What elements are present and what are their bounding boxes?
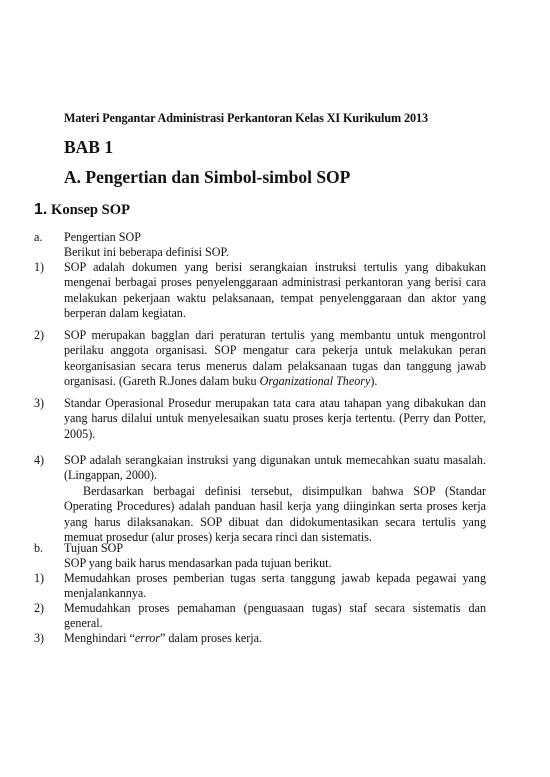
item-text: SOP adalah serangkaian instruksi yang digunakan untuk memecahkan suatu masalah. (Lingappan, 2000). bbox=[64, 453, 486, 483]
goal-item-2 bbox=[34, 601, 486, 632]
part-a-intro: Berikut ini beberapa definisi SOP. bbox=[64, 245, 229, 259]
part-a-label: a. bbox=[34, 230, 43, 244]
item-text-end: ” dalam proses kerja. bbox=[159, 631, 263, 645]
item-text-end: ). bbox=[370, 373, 378, 388]
subsection-title: Konsep SOP bbox=[51, 202, 131, 218]
definition-item-2 bbox=[34, 328, 486, 389]
item-number: 1) bbox=[34, 260, 45, 274]
item-number: 4) bbox=[34, 453, 45, 467]
item-text: SOP merupakan bagglan dari peraturan tertulis yang membantu untuk mengontrol perilaku anggota organisasi. SOP mengatur cara pekerja untuk melakukan peran keorganisasian secara terus menerus dalam pelaksanaan tugas dan tanggung jawab organisasi. (Gareth R.Jones dalam buku bbox=[64, 328, 486, 388]
item-number: 1) bbox=[34, 571, 45, 585]
subsection-number: 1. bbox=[34, 201, 48, 218]
item-text: Memudahkan proses pemahaman (penguasaan tugas) staf secara sistematis dan general. bbox=[64, 601, 486, 631]
part-b-heading bbox=[34, 541, 123, 556]
book-title: Organizational Theory bbox=[259, 373, 371, 388]
chapter-title: BAB 1 bbox=[64, 137, 114, 157]
definition-item-4 bbox=[34, 453, 486, 484]
part-b-title: Tujuan SOP bbox=[64, 541, 124, 555]
item-number: 3) bbox=[34, 396, 45, 410]
goal-item-3 bbox=[34, 631, 486, 646]
goal-item-1 bbox=[34, 571, 486, 602]
definition-item-3 bbox=[34, 396, 486, 442]
conclusion-paragraph: Berdasarkan berbagai definisi tersebut, disimpulkan bahwa SOP (Standar Operating Procedures) adalah panduan hasil kerja yang diinginkan serta proses kerja yang harus dilaksanakan. SOP dibuat dan didokumentasikan secara tertulis yang memuat prosedur (alur proses) kerja secara rinci dan sistematis. bbox=[64, 484, 486, 544]
page-header: Materi Pengantar Administrasi Perkantoran Kelas XI Kurikulum 2013 bbox=[64, 111, 428, 125]
subsection-heading bbox=[34, 201, 130, 219]
definition-item-1 bbox=[34, 260, 486, 321]
part-a-title: Pengertian SOP bbox=[64, 230, 141, 244]
part-a-heading bbox=[34, 230, 141, 245]
section-title: A. Pengertian dan Simbol-simbol SOP bbox=[64, 167, 351, 187]
item-number: 2) bbox=[34, 601, 45, 615]
part-b-intro: SOP yang baik harus mendasarkan pada tujuan berikut. bbox=[64, 556, 332, 570]
item-text: Memudahkan proses pemberian tugas serta tanggung jawab kepada pegawai yang menjalankannya. bbox=[64, 571, 486, 601]
error-word: error bbox=[134, 631, 160, 645]
item-number: 3) bbox=[34, 631, 45, 645]
item-text: Menghindari “ bbox=[64, 631, 135, 645]
item-text: SOP adalah dokumen yang berisi serangkaian instruksi tertulis yang dibakukan mengenai berbagai proses penyelenggaraan administrasi perkantoran yang berisi cara melakukan pekerjaan waktu pelaksanaan, tempat penyelenggaraan dan aktor yang berperan dalam kegiatan. bbox=[64, 260, 486, 320]
item-number: 2) bbox=[34, 328, 45, 342]
item-text: Standar Operasional Prosedur merupakan tata cara atau tahapan yang dibakukan dan yang harus dilalui untuk menyelesaikan suatu proses kerja tertentu. (Perry dan Potter, 2005). bbox=[64, 396, 486, 441]
part-b-label: b. bbox=[34, 541, 44, 555]
